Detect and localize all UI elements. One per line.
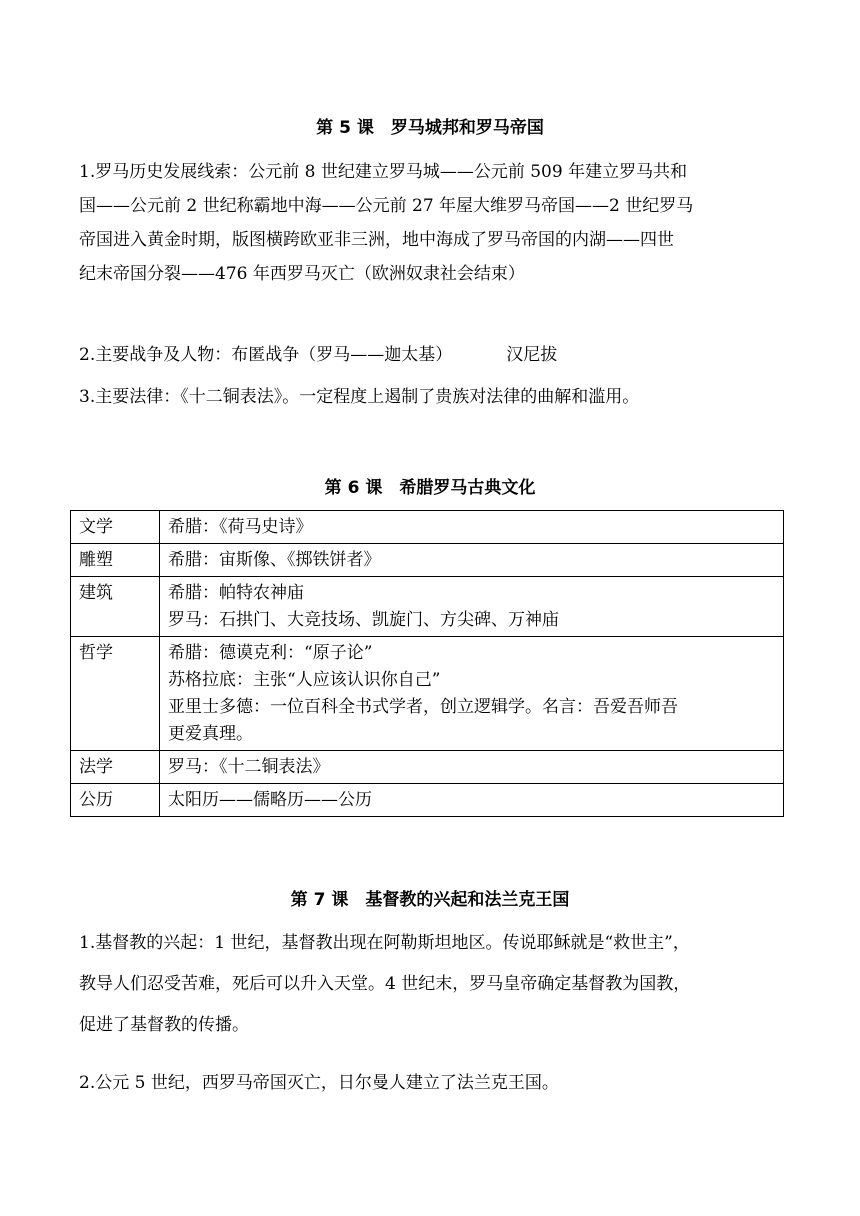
table-row xyxy=(71,544,784,577)
table-value-line: 罗马：石拱门、大竞技场、凯旋门、方尖碑、万神庙 xyxy=(168,610,559,630)
lesson7-title: 第 7 课 基督教的兴起和法兰克王国 xyxy=(290,890,570,910)
lesson7-p1-line: 促进了基督教的传播。 xyxy=(79,1015,249,1035)
table-value-line: 希腊：《荷马史诗》 xyxy=(168,517,313,537)
culture-table xyxy=(70,510,784,817)
lesson7-paragraph-2: 2.公元 5 世纪，西罗马帝国灭亡，日尔曼人建立了法兰克王国。 xyxy=(79,1073,559,1093)
table-value xyxy=(160,511,784,544)
table-value-line: 希腊：帕特农神庙 xyxy=(168,583,304,603)
lesson5-p2-text: 2.主要战争及人物：布匿战争（罗马——迦太基） xyxy=(79,345,453,365)
table-value-line: 希腊：德谟克利：“原子论” xyxy=(168,643,373,663)
table-value xyxy=(160,544,784,577)
table-key: 公历 xyxy=(71,784,160,817)
table-key: 雕塑 xyxy=(71,544,160,577)
lesson5-p1-line: 国——公元前 2 世纪称霸地中海——公元前 27 年屋大维罗马帝国——2 世纪罗马 xyxy=(79,196,694,216)
table-row xyxy=(71,784,784,817)
table-value-line: 更爱真理。 xyxy=(168,724,253,744)
table-row xyxy=(71,751,784,784)
table-value-line: 太阳历——儒略历——公历 xyxy=(168,790,372,810)
table-key: 哲学 xyxy=(71,637,160,751)
table-key: 文学 xyxy=(71,511,160,544)
lesson7-p1-line: 1.基督教的兴起：1 世纪，基督教出现在阿勒斯坦地区。传说耶稣就是“救世主”， xyxy=(79,933,690,953)
lesson5-p1-line: 帝国进入黄金时期，版图横跨欧亚非三洲，地中海成了罗马帝国的内湖——四世 xyxy=(79,230,674,250)
table-value-line: 罗马：《十二铜表法》 xyxy=(168,757,330,777)
table-value-line: 亚里士多德：一位百科全书式学者，创立逻辑学。名言：吾爱吾师吾 xyxy=(168,697,678,717)
table-value xyxy=(160,577,784,637)
table-value-line: 希腊：宙斯像、《掷铁饼者》 xyxy=(168,550,381,570)
lesson5-paragraph-2 xyxy=(79,338,785,372)
table-key: 法学 xyxy=(71,751,160,784)
lesson5-title: 第 5 课 罗马城邦和罗马帝国 xyxy=(316,118,544,138)
table-value xyxy=(160,784,784,817)
lesson5-p1-line: 纪末帝国分裂——476 年西罗马灭亡（欧洲奴隶社会结束） xyxy=(79,264,525,284)
lesson5-paragraph-1 xyxy=(79,155,785,291)
lesson6-title: 第 6 课 希腊罗马古典文化 xyxy=(324,478,536,498)
table-value xyxy=(160,751,784,784)
lesson5-p2-person: 汉尼拔 xyxy=(506,345,558,365)
lesson7-paragraph-1 xyxy=(79,926,785,1049)
lesson7-p1-line: 教导人们忍受苦难，死后可以升入天堂。4 世纪末，罗马皇帝确定基督教为国教， xyxy=(79,974,691,994)
lesson5-paragraph-3: 3.主要法律：《十二铜表法》。一定程度上遏制了贵族对法律的曲解和滥用。 xyxy=(79,387,640,407)
lesson5-p1-line: 1.罗马历史发展线索：公元前 8 世纪建立罗马城——公元前 509 年建立罗马共和 xyxy=(79,162,688,182)
table-row xyxy=(71,577,784,637)
table-key: 建筑 xyxy=(71,577,160,637)
table-value xyxy=(160,637,784,751)
table-row xyxy=(71,511,784,544)
table-row xyxy=(71,637,784,751)
table-value-line: 苏格拉底：主张“人应该认识你自己” xyxy=(168,670,441,690)
